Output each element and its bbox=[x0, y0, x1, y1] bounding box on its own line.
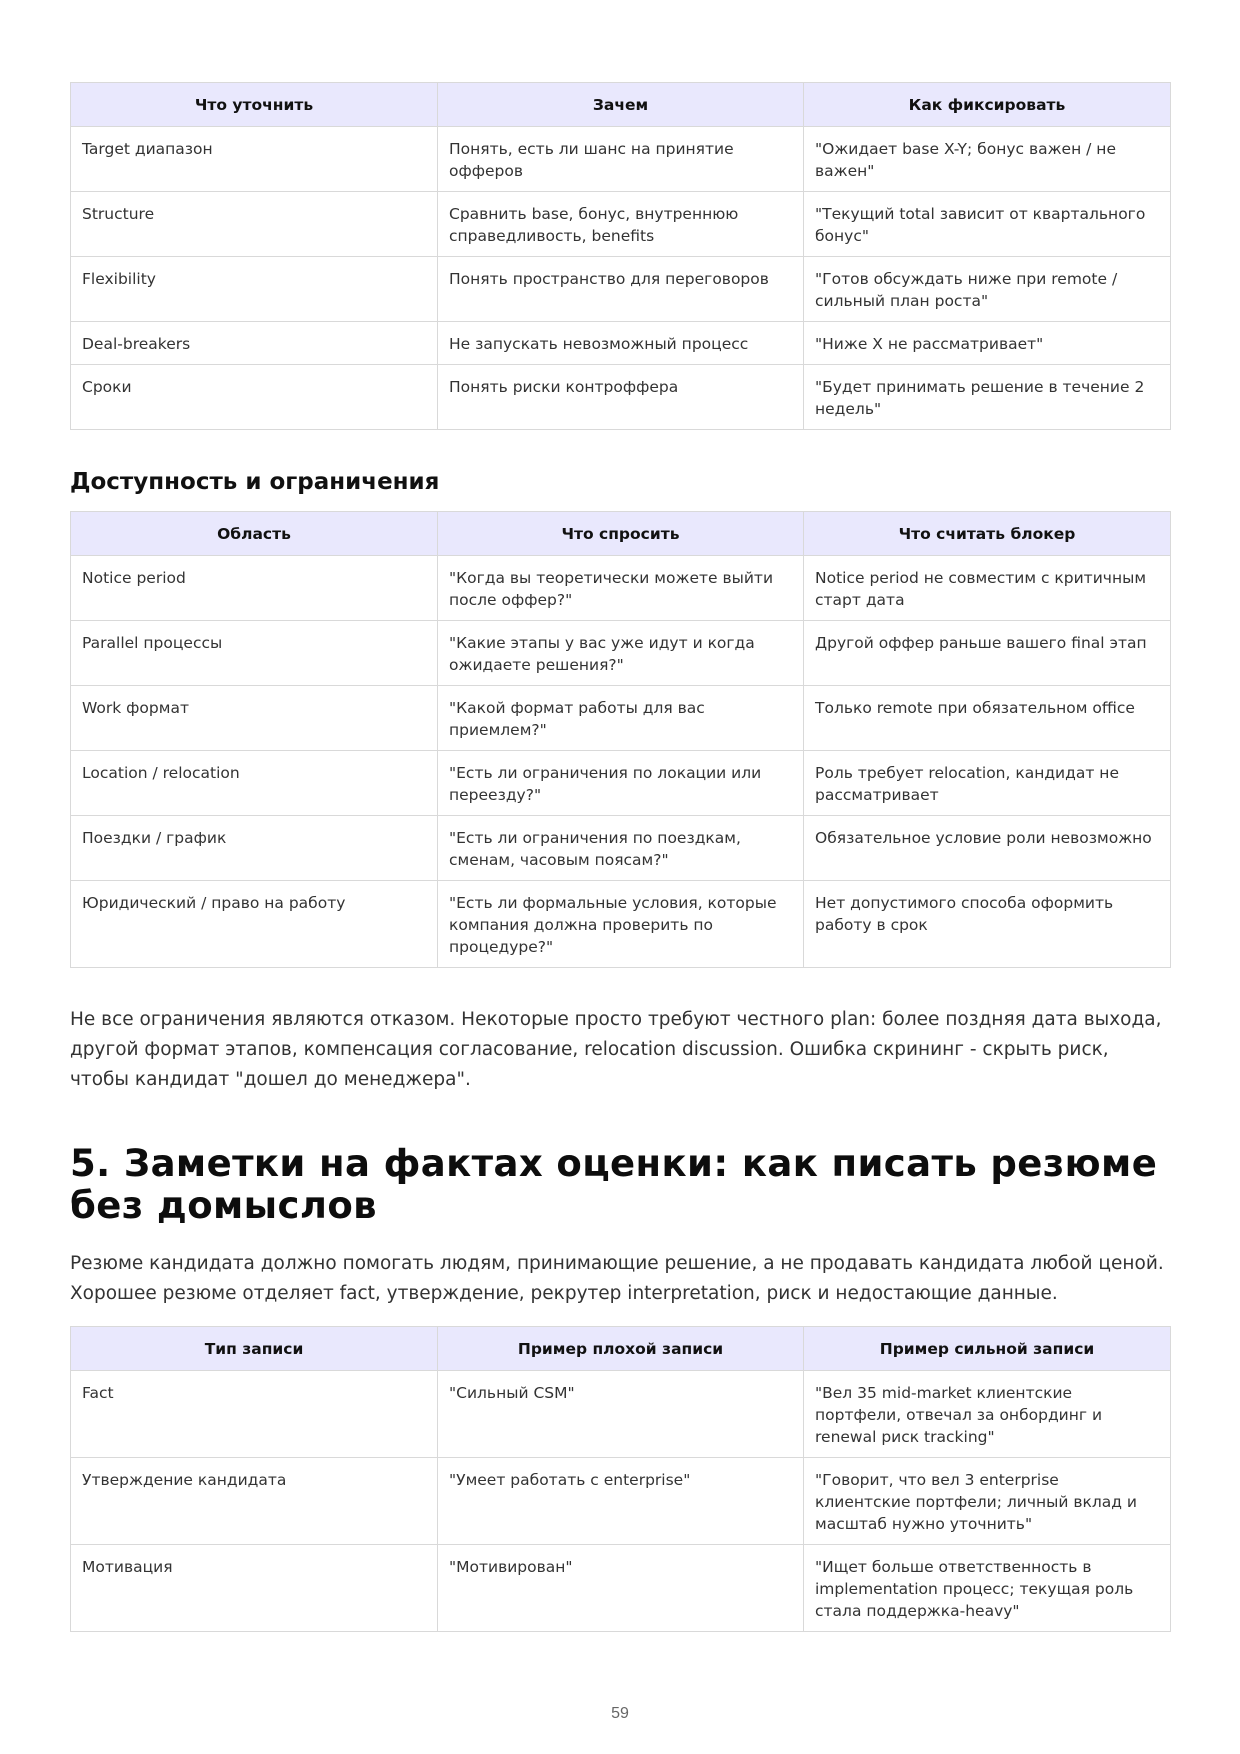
table-row bbox=[71, 127, 1171, 192]
table-cell: "Говорит, что вел 3 enterprise клиентские портфели; личный вклад и масштаб нужно уточнить" bbox=[804, 1458, 1171, 1545]
table-row bbox=[71, 257, 1171, 322]
table-cell: "Есть ли ограничения по поездкам, сменам, часовым поясам?" bbox=[438, 816, 804, 881]
table-header-row bbox=[71, 1327, 1171, 1371]
table-cell: "Ищет больше ответственность в implementation процесс; текущая роль стала поддержка-heavy" bbox=[804, 1545, 1171, 1632]
table-cell: Понять пространство для переговоров bbox=[438, 257, 804, 322]
table-row bbox=[71, 1545, 1171, 1632]
table-row bbox=[71, 322, 1171, 365]
table-cell: Понять, есть ли шанс на принятие офферов bbox=[438, 127, 804, 192]
section-5-intro: Резюме кандидата должно помогать людям, принимающие решение, а не продавать кандидата любой ценой. Хорошее резюме отделяет fact, утверждение, рекрутер interpretation, риск и недостающие данные. bbox=[70, 1253, 1164, 1304]
document-page bbox=[70, 82, 1170, 1632]
column-header: Что уточнить bbox=[71, 83, 438, 127]
table-row bbox=[71, 1371, 1171, 1458]
table-cell: "Какой формат работы для вас приемлем?" bbox=[438, 686, 804, 751]
table-cell: "Умеет работать с enterprise" bbox=[438, 1458, 804, 1545]
table-row bbox=[71, 365, 1171, 430]
table-cell: Structure bbox=[71, 192, 438, 257]
table-cell: Notice period bbox=[71, 556, 438, 621]
table-cell: Deal-breakers bbox=[71, 322, 438, 365]
table-cell: Юридический / право на работу bbox=[71, 881, 438, 968]
table-row bbox=[71, 816, 1171, 881]
column-header: Зачем bbox=[438, 83, 804, 127]
table-cell: "Есть ли ограничения по локации или переезду?" bbox=[438, 751, 804, 816]
table-cell: "Вел 35 mid-market клиентские портфели, отвечал за онбординг и renewal риск tracking" bbox=[804, 1371, 1171, 1458]
compensation-table bbox=[70, 82, 1171, 430]
table-cell: Другой оффер раньше вашего final этап bbox=[804, 621, 1171, 686]
table-row bbox=[71, 686, 1171, 751]
column-header: Тип записи bbox=[71, 1327, 438, 1371]
table-cell: Утверждение кандидата bbox=[71, 1458, 438, 1545]
table-row bbox=[71, 192, 1171, 257]
table-cell: Мотивация bbox=[71, 1545, 438, 1632]
table-cell: "Будет принимать решение в течение 2 недель" bbox=[804, 365, 1171, 430]
table-cell: "Сильный CSM" bbox=[438, 1371, 804, 1458]
table-cell: Fact bbox=[71, 1371, 438, 1458]
table-cell: Notice period не совместим с критичным старт дата bbox=[804, 556, 1171, 621]
summary-examples-table bbox=[70, 1326, 1171, 1632]
table-cell: Parallel процессы bbox=[71, 621, 438, 686]
availability-paragraph: Не все ограничения являются отказом. Некоторые просто требуют честного plan: более поздняя дата выхода, другой формат этапов, компенсация согласование, relocation discussion. Ошибка скрининг - скрыть риск, чтобы кандидат "дошел до менеджера". bbox=[70, 1009, 1162, 1090]
table-cell: "Есть ли формальные условия, которые компания должна проверить по процедуре?" bbox=[438, 881, 804, 968]
section-heading-availability: Доступность и ограничения bbox=[70, 469, 440, 495]
table-cell: Роль требует relocation, кандидат не рассматривает bbox=[804, 751, 1171, 816]
table-cell: "Ожидает base X-Y; бонус важен / не важен" bbox=[804, 127, 1171, 192]
page-number: 59 bbox=[611, 1705, 629, 1722]
availability-table bbox=[70, 511, 1171, 968]
table-cell: Не запускать невозможный процесс bbox=[438, 322, 804, 365]
table-cell: "Ниже X не рассматривает" bbox=[804, 322, 1171, 365]
table-row bbox=[71, 881, 1171, 968]
section-5-heading: 5. Заметки на фактах оценки: как писать резюме без домыслов bbox=[70, 1142, 1158, 1227]
table-cell: Только remote при обязательном office bbox=[804, 686, 1171, 751]
table-cell: Location / relocation bbox=[71, 751, 438, 816]
column-header: Как фиксировать bbox=[804, 83, 1171, 127]
table-cell: Work формат bbox=[71, 686, 438, 751]
table-cell: Понять риски контроффера bbox=[438, 365, 804, 430]
column-header: Что спросить bbox=[438, 512, 804, 556]
table-header-row bbox=[71, 83, 1171, 127]
table-cell: Flexibility bbox=[71, 257, 438, 322]
table-cell: Обязательное условие роли невозможно bbox=[804, 816, 1171, 881]
table-cell: "Текущий total зависит от квартального бонус" bbox=[804, 192, 1171, 257]
table-cell: "Какие этапы у вас уже идут и когда ожидаете решения?" bbox=[438, 621, 804, 686]
column-header: Что считать блокер bbox=[804, 512, 1171, 556]
table-row bbox=[71, 751, 1171, 816]
table-cell: "Когда вы теоретически можете выйти после оффер?" bbox=[438, 556, 804, 621]
table-row bbox=[71, 1458, 1171, 1545]
table-cell: Target диапазон bbox=[71, 127, 438, 192]
table-row bbox=[71, 556, 1171, 621]
table-cell: "Мотивирован" bbox=[438, 1545, 804, 1632]
column-header: Область bbox=[71, 512, 438, 556]
column-header: Пример сильной записи bbox=[804, 1327, 1171, 1371]
column-header: Пример плохой записи bbox=[438, 1327, 804, 1371]
table-cell: Поездки / график bbox=[71, 816, 438, 881]
table-header-row bbox=[71, 512, 1171, 556]
table-row bbox=[71, 621, 1171, 686]
table-cell: Сроки bbox=[71, 365, 438, 430]
table-cell: Нет допустимого способа оформить работу в срок bbox=[804, 881, 1171, 968]
table-cell: Сравнить base, бонус, внутреннюю справедливость, benefits bbox=[438, 192, 804, 257]
table-cell: "Готов обсуждать ниже при remote / сильный план роста" bbox=[804, 257, 1171, 322]
